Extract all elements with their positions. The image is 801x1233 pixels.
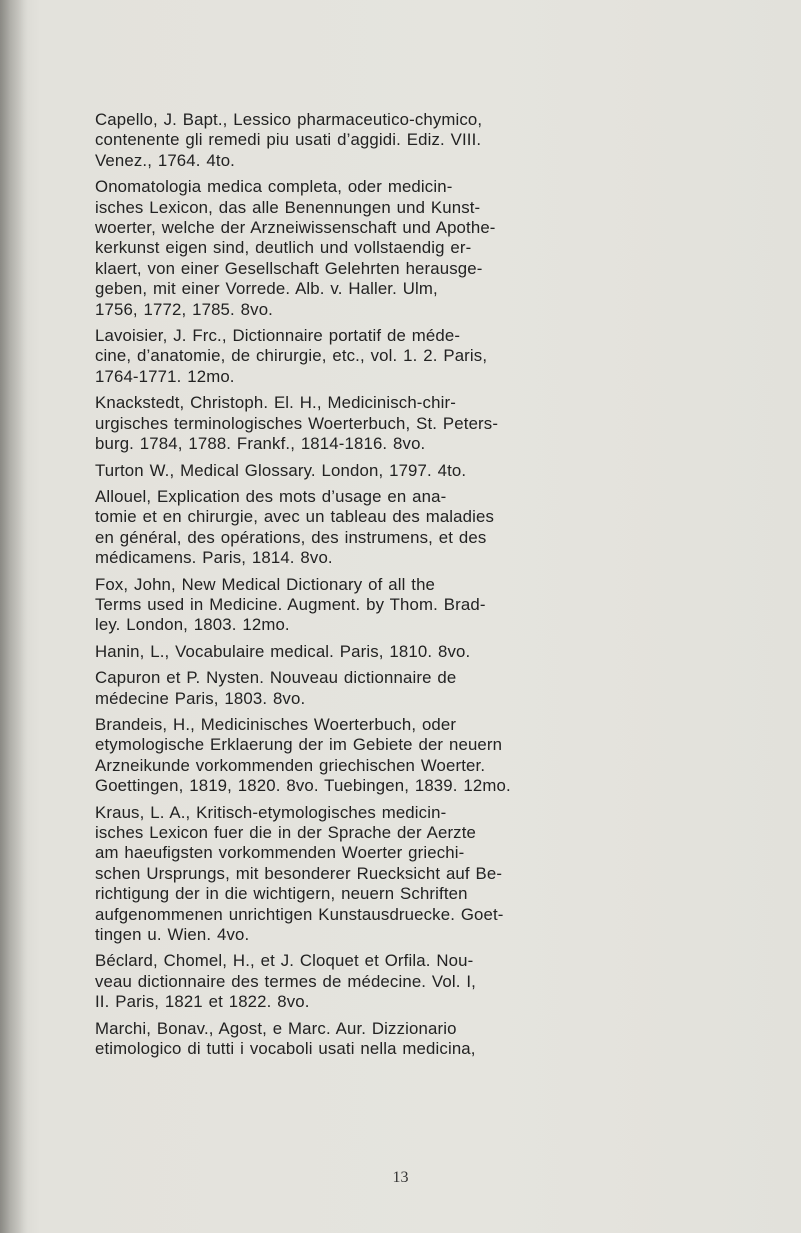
entry-line: cine, d’anatomie, de chirurgie, etc., vol. 1. 2. Paris,: [95, 346, 488, 366]
binding-shadow: [0, 0, 28, 1233]
entry-line: urgisches terminologisches Woerterbuch, St. Peters-: [95, 413, 499, 433]
entry-line: médecine Paris, 1803. 8vo.: [95, 688, 306, 708]
entry-line: etimologico di tutti i vocaboli usati nella medicina,: [95, 1039, 476, 1059]
bibliography-entry: [95, 1019, 720, 1060]
entry-line: etymologische Erklaerung der im Gebiete der neuern: [95, 735, 503, 755]
bibliography-entry: [95, 715, 720, 797]
entry-line: médicamens. Paris, 1814. 8vo.: [95, 548, 333, 568]
bibliography-page: [95, 110, 720, 1065]
bibliography-entry: [95, 326, 720, 387]
entry-line: veau dictionnaire des termes de médecine. Vol. I,: [95, 971, 476, 991]
entry-line: Kraus, L. A., Kritisch-etymologisches medicin-: [95, 802, 447, 822]
entry-line: Terms used in Medicine. Augment. by Thom. Brad-: [95, 594, 486, 614]
entry-line: schen Ursprungs, mit besonderer Ruecksicht auf Be-: [95, 863, 503, 883]
entry-line: tomie et en chirurgie, avec un tableau des maladies: [95, 507, 495, 527]
entry-line: aufgenommenen unrichtigen Kunstausdruecke. Goet-: [95, 904, 504, 924]
entry-line: Capuron et P. Nysten. Nouveau dictionnaire de: [95, 668, 457, 688]
entry-line: Béclard, Chomel, H., et J. Cloquet et Orfila. Nou-: [95, 951, 474, 971]
entry-line: contenente gli remedi piu usati d’aggidi. Ediz. VIII.: [95, 130, 482, 150]
entry-line: geben, mit einer Vorrede. Alb. v. Haller. Ulm,: [95, 279, 438, 299]
entry-line: en général, des opérations, des instrumens, et des: [95, 527, 487, 547]
bibliography-entry: [95, 393, 720, 454]
bibliography-entry: [95, 642, 720, 662]
entry-line: II. Paris, 1821 et 1822. 8vo.: [95, 992, 310, 1012]
entry-line: Hanin, L., Vocabulaire medical. Paris, 1810. 8vo.: [95, 641, 471, 661]
bibliography-entry: [95, 951, 720, 1012]
entry-line: richtigung der in die wichtigern, neuern Schriften: [95, 884, 468, 904]
bibliography-entry: [95, 110, 720, 171]
entry-line: woerter, welche der Arzneiwissenschaft und Apothe-: [95, 218, 496, 238]
bibliography-entry: [95, 668, 720, 709]
entry-line: tingen u. Wien. 4vo.: [95, 925, 250, 945]
entry-line: Goettingen, 1819, 1820. 8vo. Tuebingen, 1839. 12mo.: [95, 776, 511, 796]
entry-line: Brandeis, H., Medicinisches Woerterbuch, oder: [95, 714, 457, 734]
entry-line: ley. London, 1803. 12mo.: [95, 615, 290, 635]
bibliography-entry: [95, 575, 720, 636]
entry-line: Venez., 1764. 4to.: [95, 150, 235, 170]
entry-line: isches Lexicon, das alle Benennungen und Kunst-: [95, 197, 481, 217]
bibliography-entry: [95, 177, 720, 320]
entry-line: burg. 1784, 1788. Frankf., 1814-1816. 8vo.: [95, 434, 426, 454]
entry-line: Allouel, Explication des mots d’usage en ana-: [95, 486, 447, 506]
entry-line: 1764-1771. 12mo.: [95, 366, 235, 386]
bibliography-entry: [95, 461, 720, 481]
entry-line: Fox, John, New Medical Dictionary of all the: [95, 574, 436, 594]
entry-line: Turton W., Medical Glossary. London, 1797. 4to.: [95, 460, 467, 480]
bibliography-entry: [95, 803, 720, 946]
entry-line: klaert, von einer Gesellschaft Gelehrten herausge-: [95, 258, 483, 278]
entry-line: Onomatologia medica completa, oder medicin-: [95, 177, 453, 197]
entry-line: Knackstedt, Christoph. El. H., Medicinisch-chir-: [95, 393, 456, 413]
entry-line: Lavoisier, J. Frc., Dictionnaire portatif de méde-: [95, 326, 461, 346]
entry-line: isches Lexicon fuer die in der Sprache der Aerzte: [95, 823, 477, 842]
entry-line: Arzneikunde vorkommenden griechischen Woerter.: [95, 755, 486, 775]
page-number: 13: [392, 1169, 409, 1186]
entry-line: am haeufigsten vorkommenden Woerter griechi-: [95, 843, 465, 863]
entry-line: Marchi, Bonav., Agost, e Marc. Aur. Dizzionario: [95, 1018, 457, 1038]
entry-line: Capello, J. Bapt., Lessico pharmaceutico-chymico,: [95, 110, 483, 129]
bibliography-entry: [95, 487, 720, 569]
entry-line: 1756, 1772, 1785. 8vo.: [95, 299, 273, 319]
entry-line: kerkunst eigen sind, deutlich und vollstaendig er-: [95, 238, 472, 258]
